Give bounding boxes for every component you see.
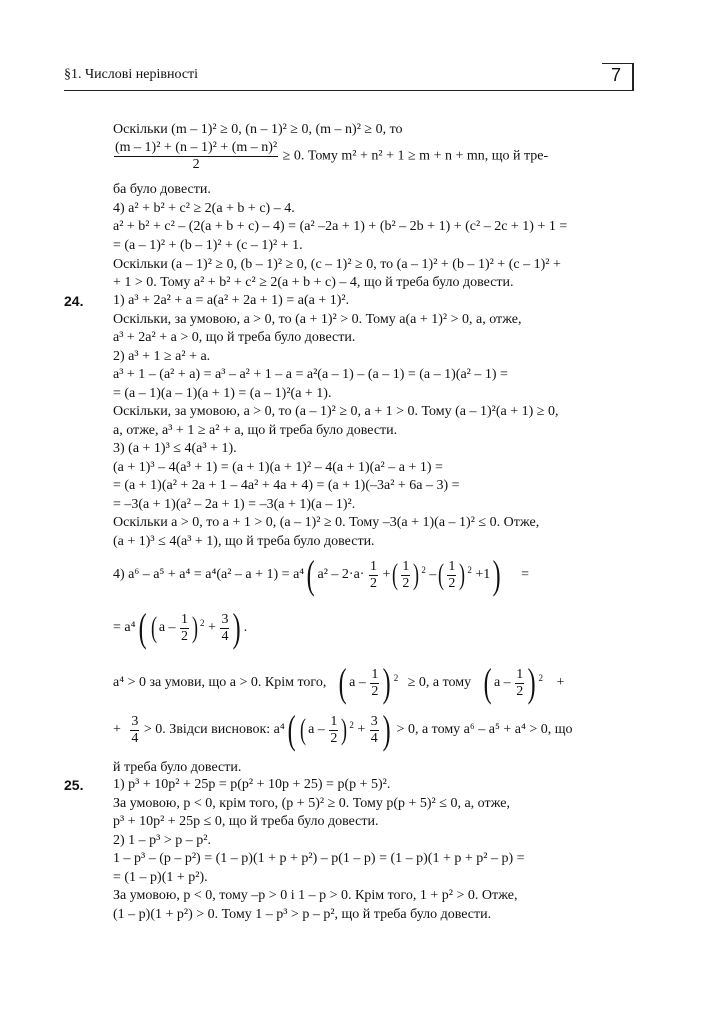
paren-open: ( <box>392 558 399 591</box>
fraction-numerator: 1 <box>330 713 338 729</box>
formula-fraction-line <box>113 140 548 173</box>
formula-inner: a² – 2·a· <box>317 567 365 583</box>
text-line: = (a + 1)(a² + 2a + 1 – 4a² + 4a + 4) = (a + 1)(–3a² + 6a – 3) = <box>113 478 460 493</box>
text-line: й треба було довести. <box>113 760 242 775</box>
fraction-half <box>447 559 456 592</box>
big-paren-close: ) <box>492 552 501 597</box>
fraction-numerator: 1 <box>371 666 379 682</box>
fraction-denominator: 2 <box>114 156 278 173</box>
minus-sign: – <box>429 567 437 583</box>
text-line: 1) p³ + 10p² + 25p = p(p² + 10p + 25) = p(p + 5)². <box>113 777 391 792</box>
fraction-numerator: (m – 1)² + (n – 1)² + (m – n)² <box>115 140 278 155</box>
a-minus: a – <box>493 675 511 691</box>
big-paren-close: ) <box>383 660 392 705</box>
fraction-half <box>329 714 338 747</box>
exponent: 2 <box>467 565 472 576</box>
formula-text: > 0, а тому a⁶ – a⁵ + a⁴ > 0, що <box>396 722 573 738</box>
text-line: 3) (a + 1)³ ≤ 4(a³ + 1). <box>113 441 237 456</box>
fraction-denominator: 2 <box>369 575 377 591</box>
paren-close: ) <box>341 713 348 746</box>
big-paren-close: ) <box>382 707 391 752</box>
text-line: (1 – p)(1 + p²) > 0. Тому 1 – p³ > p – p², що й треба було довести. <box>113 907 492 922</box>
text-line: Оскільки (m – 1)² ≥ 0, (n – 1)² ≥ 0, (m – n)² ≥ 0, то <box>113 122 403 137</box>
paren-close: ) <box>413 558 420 591</box>
big-paren-open: ( <box>483 660 492 705</box>
paren-open: ( <box>150 611 157 644</box>
fraction-numerator: 3 <box>370 713 378 729</box>
fraction-three-quarters <box>370 714 379 747</box>
fraction <box>114 140 278 173</box>
fraction-numerator: 1 <box>448 558 456 574</box>
plus-sign: + <box>357 722 366 738</box>
fraction-numerator: 1 <box>181 611 189 627</box>
formula-line-6 <box>113 660 565 705</box>
formula-head: 4) a⁶ – a⁵ + a⁴ = a⁴(a² – a + 1) = a⁴ <box>113 567 305 583</box>
formula-line-5: = a⁴( ( a – $\frac{1}{2}$ ) $^2$ + $\frac{3}{4}$ ) . <box>113 605 248 650</box>
paren-close: ) <box>192 611 199 644</box>
plus-sign: + <box>382 567 391 583</box>
fraction-numerator: 1 <box>369 558 377 574</box>
formula-text: ≥ 0, а тому <box>407 675 472 691</box>
running-header-title: §1. Числові нерівності <box>64 67 199 82</box>
fraction-three-quarters <box>220 612 229 645</box>
text-line: 1) a³ + 2a² + a = a(a² + 2a + 1) = a(a + 1)². <box>113 293 350 308</box>
equals-sign: = <box>521 567 529 583</box>
formula-tail: ≥ 0. Тому m² + n² + 1 ≥ m + n + mn, що й тре- <box>282 148 549 164</box>
big-paren-open: ( <box>306 552 315 597</box>
text-line: = –3(a + 1)(a² – 2a + 1) = –3(a + 1)(a – 1)². <box>113 497 356 512</box>
fraction-numerator: 1 <box>516 666 524 682</box>
fraction-denominator: 4 <box>370 730 378 746</box>
a-minus: a – <box>158 620 176 636</box>
text-line: Оскільки a > 0, то a + 1 > 0, (a – 1)² ≥ 0. Тому –3(a + 1)(a – 1)² ≤ 0. Отже, <box>113 515 540 530</box>
fraction-half <box>369 559 378 592</box>
text-line: = (a – 1)² + (b – 1)² + (c – 1)² + 1. <box>113 238 303 253</box>
fraction-denominator: 4 <box>221 628 229 644</box>
header-rule <box>64 90 632 91</box>
exponent: 2 <box>421 565 426 576</box>
fraction-denominator: 2 <box>371 683 379 699</box>
text-line: a³ + 1 – (a² + a) = a³ – a² + 1 – a = a²(a – 1) – (a – 1) = (a – 1)(a² – 1) = <box>113 367 508 382</box>
fraction-numerator: 3 <box>131 713 139 729</box>
text-line: За умовою, p < 0, тому –p > 0 і 1 – p > 0. Крім того, 1 + p² > 0. Отже, <box>113 888 518 903</box>
plus-sign: + <box>208 620 216 636</box>
a-minus: a – <box>349 675 366 691</box>
text-line: = (a – 1)(a – 1)(a + 1) = (a – 1)²(a + 1). <box>113 386 332 401</box>
fraction-numerator: 3 <box>221 611 229 627</box>
problem-number: 24. <box>64 293 84 309</box>
text-line: Оскільки, за умовою, a > 0, то (a + 1)² > 0. Тому a(a + 1)² > 0, а, отже, <box>113 312 522 327</box>
paren-open: ( <box>300 713 307 746</box>
text-line: Оскільки, за умовою, a > 0, то (a – 1)² ≥ 0, a + 1 > 0. Тому (a – 1)²(a + 1) ≥ 0, <box>113 404 559 419</box>
text-line: (a + 1)³ ≤ 4(a³ + 1), що й треба було довести. <box>113 534 375 549</box>
big-paren-close: ) <box>233 605 242 650</box>
plus-sign: + <box>556 675 565 691</box>
a-minus: a – <box>308 722 325 738</box>
text-line: a² + b² + c² – (2(a + b + c) – 4) = (a² –2a + 1) + (b² – 2b + 1) + (c² – 2c + 1) + 1 = <box>113 219 568 234</box>
fraction-three-quarters <box>130 714 139 747</box>
formula-line-4 <box>113 552 529 597</box>
text-line: (a + 1)³ – 4(a³ + 1) = (a + 1)(a + 1)² – 4(a + 1)(a² – a + 1) = <box>113 460 443 475</box>
text-line: а, отже, a³ + 1 ≥ a² + a, що й треба було довести. <box>113 423 398 438</box>
plus-one: +1 <box>475 567 491 583</box>
fraction-half <box>515 667 524 700</box>
text-line: ба було довести. <box>113 182 211 197</box>
fraction-denominator: 4 <box>131 730 139 746</box>
exponent: 2 <box>349 720 354 731</box>
text-line: За умовою, p < 0, крім того, (p + 5)² ≥ 0. Тому p(p + 5)² ≤ 0, а, отже, <box>113 796 510 811</box>
formula-line-7 <box>113 707 573 752</box>
text-line: 2) 1 – p³ > p – p². <box>113 833 211 848</box>
formula-head: = a⁴ <box>113 620 136 636</box>
page-number: 7 <box>610 65 621 85</box>
fraction-denominator: 2 <box>402 575 410 591</box>
fraction-half <box>180 612 189 645</box>
exponent: 2 <box>393 673 399 684</box>
fraction-denominator: 2 <box>181 628 189 644</box>
text-line: = (1 – p)(1 + p²). <box>113 870 208 885</box>
problem-number: 25. <box>64 777 84 793</box>
big-paren-open: ( <box>287 707 296 752</box>
exponent: 2 <box>200 618 205 629</box>
text-line: a³ + 2a² + a > 0, що й треба було довести. <box>113 330 356 345</box>
formula-text: a⁴ > 0 за умови, що a > 0. Крім того, <box>113 675 327 691</box>
fraction-denominator: 2 <box>448 575 456 591</box>
text-line: 2) a³ + 1 ≥ a² + a. <box>113 349 211 364</box>
paren-close: ) <box>459 558 466 591</box>
text-line: 1 – p³ – (p – p²) = (1 – p)(1 + p + p²) – p(1 – p) = (1 – p)(1 + p + p² – p) = <box>113 851 525 866</box>
fraction-half <box>370 667 379 700</box>
fraction-half <box>401 559 410 592</box>
exponent: 2 <box>538 673 544 684</box>
fraction-numerator: 1 <box>402 558 410 574</box>
text-line: 4) a² + b² + c² ≥ 2(a + b + c) – 4. <box>113 201 295 216</box>
big-paren-close: ) <box>527 660 536 705</box>
text-line: Оскільки (a – 1)² ≥ 0, (b – 1)² ≥ 0, (c – 1)² ≥ 0, то (a – 1)² + (b – 1)² + (c – 1)² + <box>113 257 561 272</box>
fraction-denominator: 2 <box>516 683 524 699</box>
paren-open: ( <box>438 558 445 591</box>
fraction-denominator: 2 <box>330 730 338 746</box>
big-paren-open: ( <box>338 660 347 705</box>
text-line: + 1 > 0. Тому a² + b² + c² ≥ 2(a + b + c) – 4, що й треба було довести. <box>113 275 514 290</box>
plus-sign: + <box>113 722 121 738</box>
big-paren-open: ( <box>138 605 147 650</box>
formula-text: > 0. Звідси висновок: a⁴ <box>143 722 285 738</box>
text-line: p³ + 10p² + 25p ≤ 0, що й треба було довести. <box>113 814 379 829</box>
